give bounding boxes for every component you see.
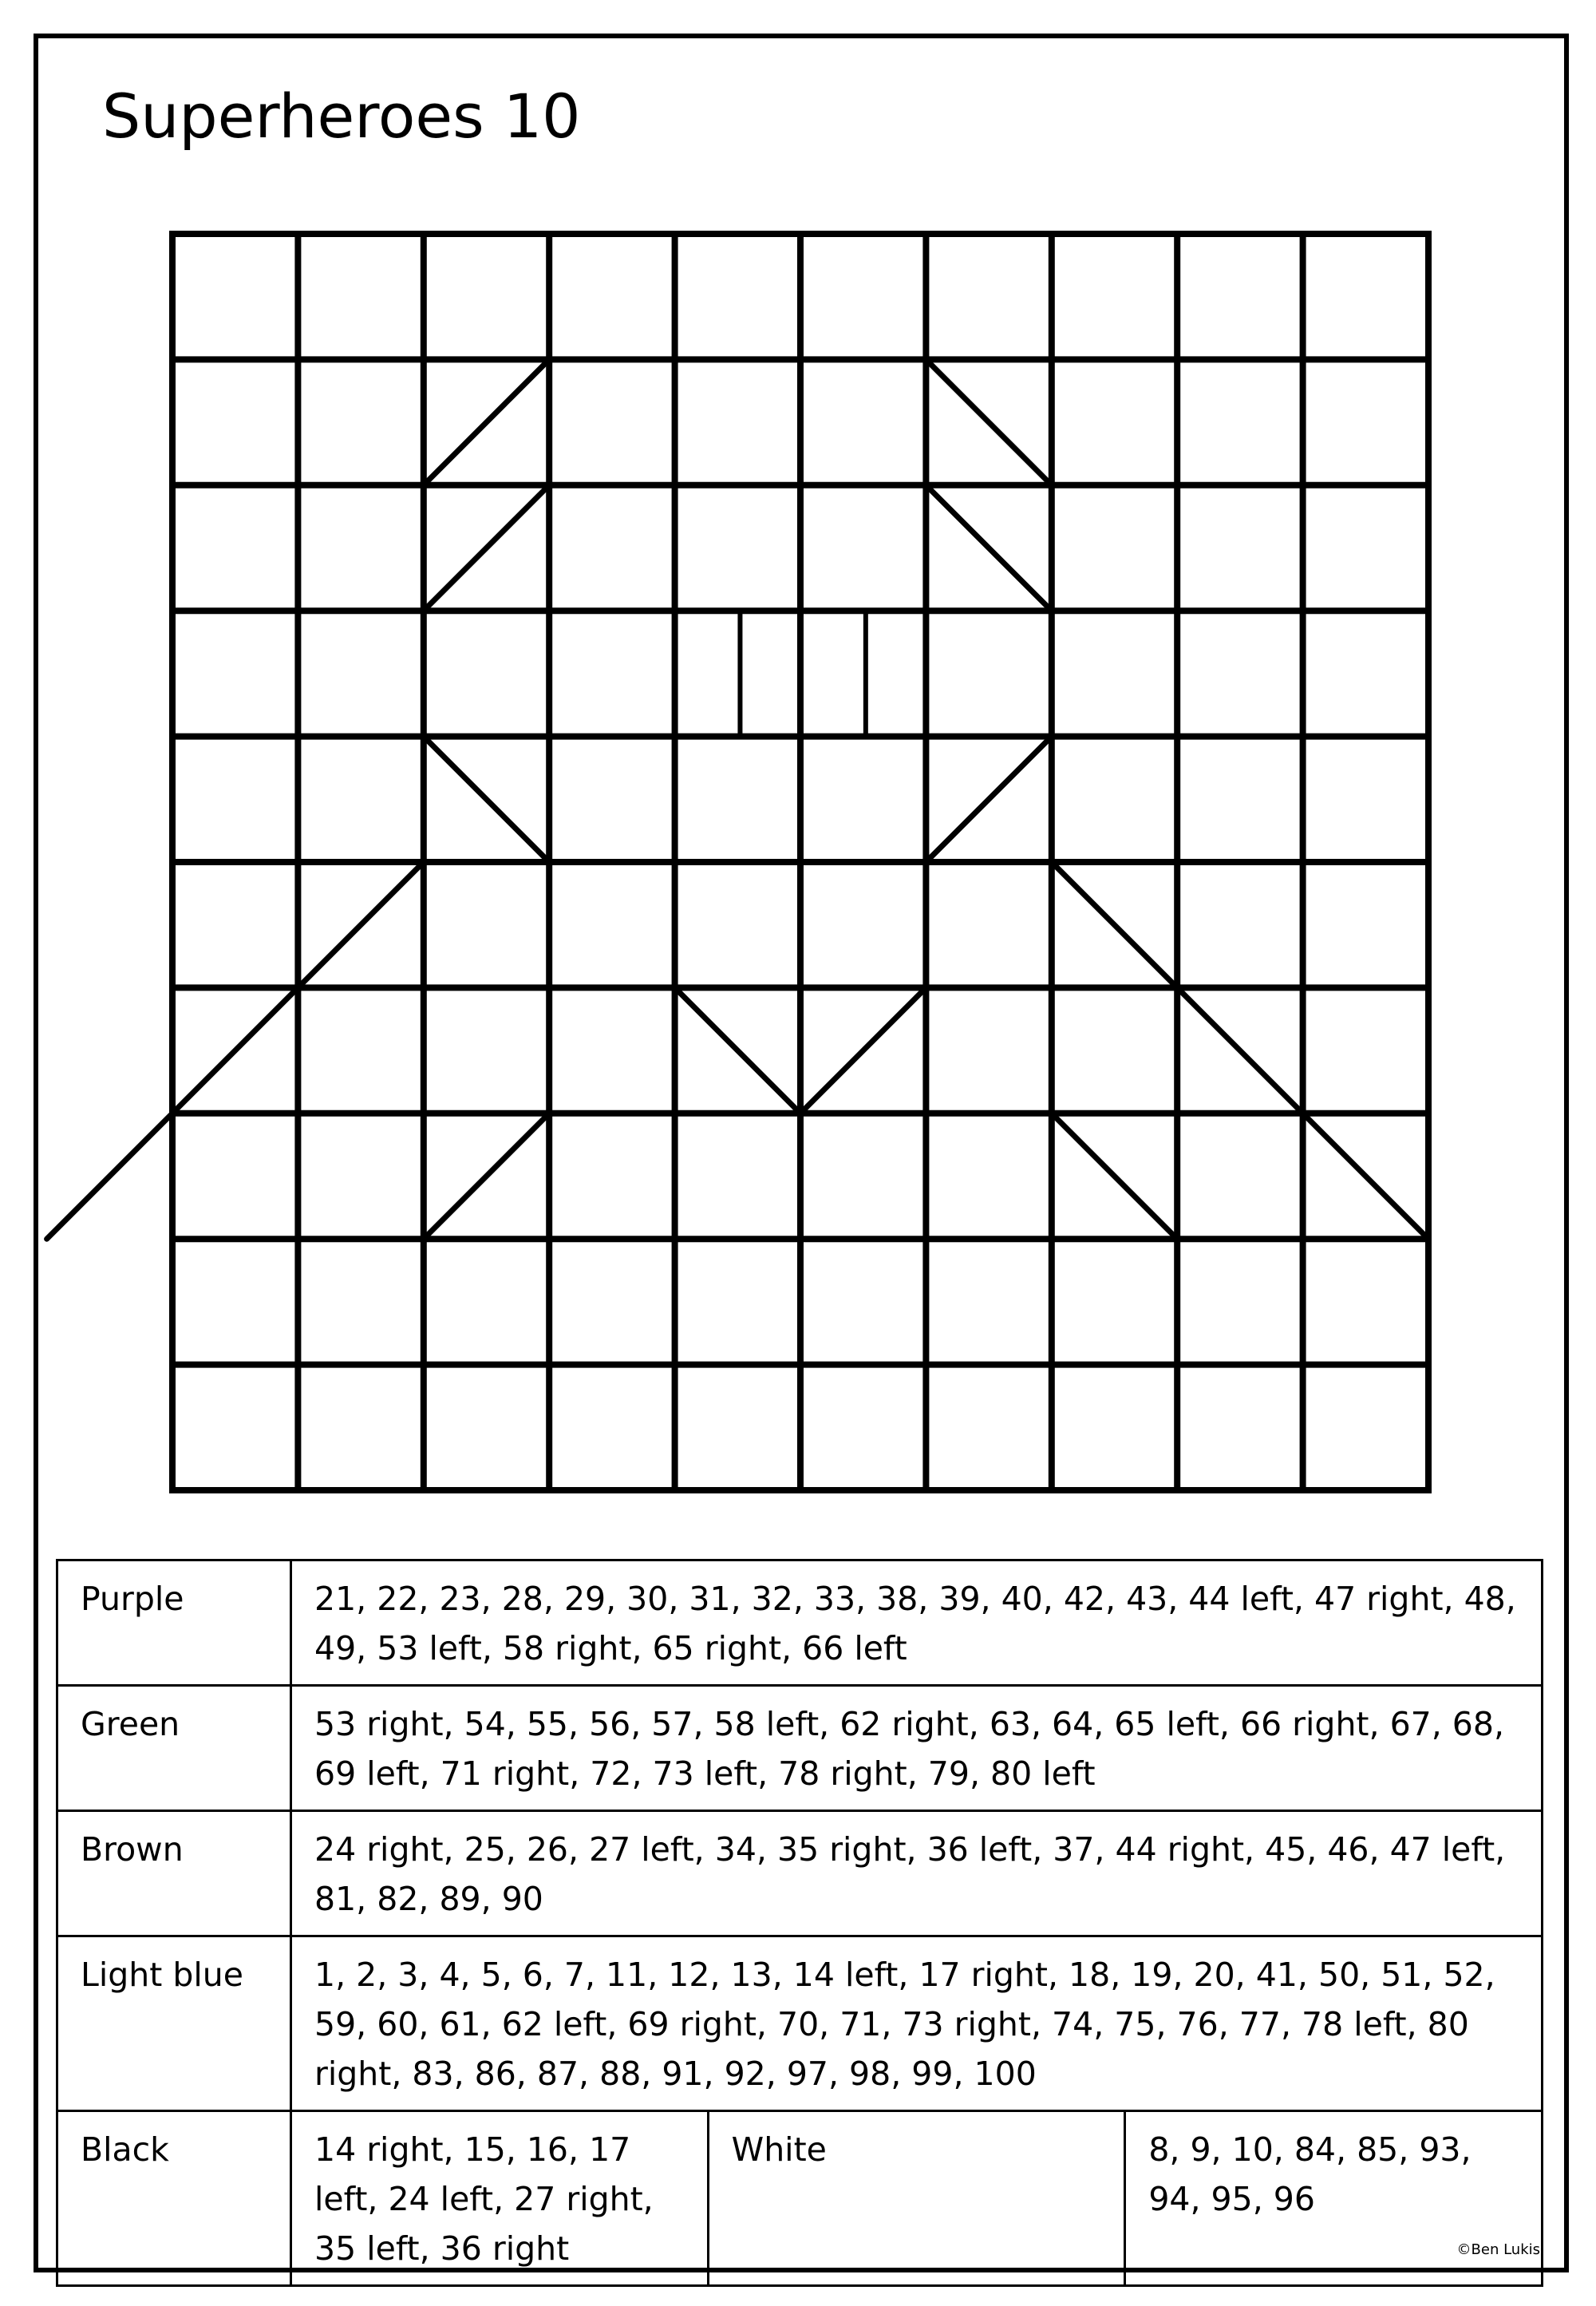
cell-diagonal-line — [47, 1113, 172, 1239]
key-label-green: Green — [57, 1686, 291, 1811]
key-cells-light-blue: 1, 2, 3, 4, 5, 6, 7, 11, 12, 13, 14 left, 17 right, 18, 19, 20, 41, 50, 51, 52, 59, 60, 61, 62 left, 69 right, 70, 71, 73 right, 74, 75, 76, 77, 78 left, 80 right, 83, 86, 87, 88, 91, 92, 97, 98, 99, 100 — [291, 1936, 1543, 2111]
cell-diagonal-line — [298, 862, 423, 987]
key-cells-white: 8, 9, 10, 84, 85, 93, 94, 95, 96 — [1125, 2111, 1543, 2286]
key-row-black-white — [57, 2111, 1543, 2286]
cell-diagonal-line — [1052, 862, 1177, 987]
key-row-light-blue — [57, 1936, 1543, 2111]
key-cells-brown: 24 right, 25, 26, 27 left, 34, 35 right, 36 left, 37, 44 right, 45, 46, 47 left, 81, 82, 89, 90 — [291, 1811, 1543, 1936]
copyright-text: ©Ben Lukis — [1456, 2241, 1540, 2258]
key-label-white: White — [708, 2111, 1125, 2286]
key-row-green — [57, 1686, 1543, 1811]
key-row-purple — [57, 1560, 1543, 1686]
key-cells-purple: 21, 22, 23, 28, 29, 30, 31, 32, 33, 38, 39, 40, 42, 43, 44 left, 47 right, 48, 49, 53 left, 58 right, 65 right, 66 left — [291, 1560, 1543, 1686]
key-label-black: Black — [57, 2111, 291, 2286]
cell-diagonal-line — [424, 359, 549, 485]
key-label-purple: Purple — [57, 1560, 291, 1686]
cell-diagonal-line — [1052, 1113, 1177, 1239]
cell-diagonal-line — [424, 1113, 549, 1239]
cell-diagonal-line — [1177, 987, 1302, 1113]
page-title: Superheroes 10 — [102, 81, 581, 152]
cell-diagonal-line — [926, 485, 1051, 611]
cell-diagonal-line — [172, 987, 298, 1113]
cell-diagonal-line — [675, 987, 800, 1113]
color-key-table — [56, 1559, 1543, 2287]
key-label-light-blue: Light blue — [57, 1936, 291, 2111]
cell-diagonal-line — [1303, 1113, 1428, 1239]
key-row-brown — [57, 1811, 1543, 1936]
key-cells-black: 14 right, 15, 16, 17 left, 24 left, 27 right, 35 left, 36 right — [291, 2111, 709, 2286]
key-cells-green: 53 right, 54, 55, 56, 57, 58 left, 62 right, 63, 64, 65 left, 66 right, 67, 68, 69 left, 71 right, 72, 73 left, 78 right, 79, 80 left — [291, 1686, 1543, 1811]
cell-diagonal-line — [424, 737, 549, 862]
cell-diagonal-line — [926, 359, 1051, 485]
key-label-brown: Brown — [57, 1811, 291, 1936]
cell-diagonal-line — [424, 485, 549, 611]
cell-diagonal-line — [926, 737, 1051, 862]
cell-diagonal-line — [800, 987, 926, 1113]
